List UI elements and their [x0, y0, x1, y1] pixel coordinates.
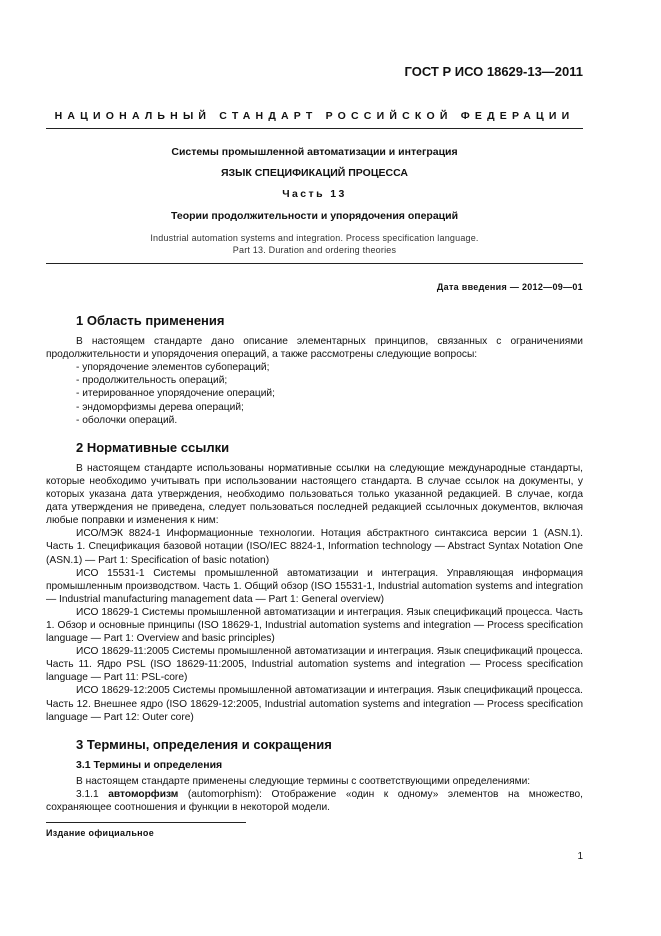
list-item: - эндоморфизмы дерева операций; — [76, 401, 244, 413]
reference-item: ИСО/МЭК 8824-1 Информационные технологии. Нотация абстрактного синтаксиса версии 1 (ASN.1). Часть 1. Спецификация базовой нотации (ISO/IEC 8824-1, Information technology — Abstract Syntax Notation One (ASN.1) — Part 1: Specification of basic notation) — [46, 528, 583, 566]
page-number: 1 — [577, 851, 583, 862]
middle-divider — [46, 263, 583, 264]
reference-item: ИСО 15531-1 Системы промышленной автоматизации и интеграция. Управляющая информация промышленным производством. Часть 1. Общий обзор (ISO 15531-1, Industrial automation systems and integration — Industrial manufacturing management data — Part 1: General overview) — [46, 567, 583, 605]
term-definition — [46, 788, 583, 814]
section-terms — [46, 738, 583, 814]
reference-item: ИСО 18629-11:2005 Системы промышленной автоматизации и интеграция. Язык спецификаций процесса. Часть 11. Ядро PSL (ISO 18629-11:2005, Industrial automation systems and integration — Process specification language — Part 11: PSL-core) — [46, 646, 583, 684]
english-title-line-1: Industrial automation systems and integration. Process specification language. — [150, 233, 479, 243]
reference-item: ИСО 18629-1 Системы промышленной автоматизации и интеграция. Язык спецификаций процесса. Часть 1. Обзор и основные принципы (ISO 18629-1, Industrial automation systems and integration — Process specification language — Part 1: Overview and basic principles) — [46, 606, 583, 645]
section-normative-references — [46, 441, 583, 724]
section-1-heading: 1 Область применения — [76, 313, 225, 328]
term-number: 3.1.1 — [76, 789, 99, 800]
term-name: автоморфизм — [108, 789, 179, 800]
section-1-list — [46, 361, 583, 426]
section-3-heading: 3 Термины, определения и сокращения — [76, 736, 332, 752]
subsection-3-1-heading: 3.1 Термины и определения — [76, 758, 223, 771]
edition-note: Издание официальное — [46, 828, 155, 838]
title-line-2: ЯЗЫК СПЕЦИФИКАЦИЙ ПРОЦЕССА — [220, 167, 408, 179]
list-item: - продолжительность операций; — [76, 375, 228, 387]
title-line-4: Теории продолжительности и упорядочения операций — [170, 210, 459, 222]
list-item: - упорядочение элементов субопераций; — [76, 362, 270, 374]
introduction-date: Дата введения — 2012—09—01 — [436, 282, 583, 292]
section-scope — [46, 314, 583, 427]
document-id: ГОСТ Р ИСО 18629-13—2011 — [404, 64, 583, 79]
title-part: Часть 13 — [282, 188, 347, 200]
title-line-1: Системы промышленной автоматизации и интеграция — [171, 146, 458, 158]
national-standard-banner: НАЦИОНАЛЬНЫЙ СТАНДАРТ РОССИЙСКОЙ ФЕДЕРАЦИИ — [54, 110, 575, 122]
document-body — [46, 314, 583, 828]
footer-divider — [46, 822, 246, 823]
title-block — [46, 146, 583, 256]
top-divider — [46, 128, 583, 129]
reference-item: ИСО 18629-12:2005 Системы промышленной автоматизации и интеграция. Язык спецификаций процесса. Часть 12. Внешнее ядро (ISO 18629-12:2005, Industrial automation systems and integration — Process specification language — Part 12: Outer core) — [46, 685, 583, 723]
section-2-paragraph: В настоящем стандарте использованы нормативные ссылки на следующие международные стандарты, которые необходимо учитывать при использовании настоящего стандарта. В случае ссылок на документы, у которых указана дата утверждения, необходимо пользоваться только указанной редакцией. В случае, когда дата утверждения не приведена, следует пользоваться последней редакцией ссылочных документов, включая любые поправки и изменения к ним: — [46, 462, 583, 527]
section-2-heading: 2 Нормативные ссылки — [76, 439, 230, 455]
english-title-line-2: Part 13. Duration and ordering theories — [232, 245, 397, 255]
list-item: - оболочки операций. — [76, 414, 178, 426]
term-description: (automorphism): Отображение «один к одному» элементов на множество, сохраняющее соотношения и функции в некоторой модели. — [46, 789, 583, 814]
section-3-paragraph: В настоящем стандарте применены следующие термины с соответствующими определениями: — [76, 775, 531, 787]
list-item: - итерированное упорядочение операций; — [76, 388, 275, 400]
section-1-paragraph: В настоящем стандарте дано описание элементарных принципов, связанных с ограничениями продолжительности и упорядочения операций, а также рассмотрены следующие вопросы: — [46, 336, 583, 361]
